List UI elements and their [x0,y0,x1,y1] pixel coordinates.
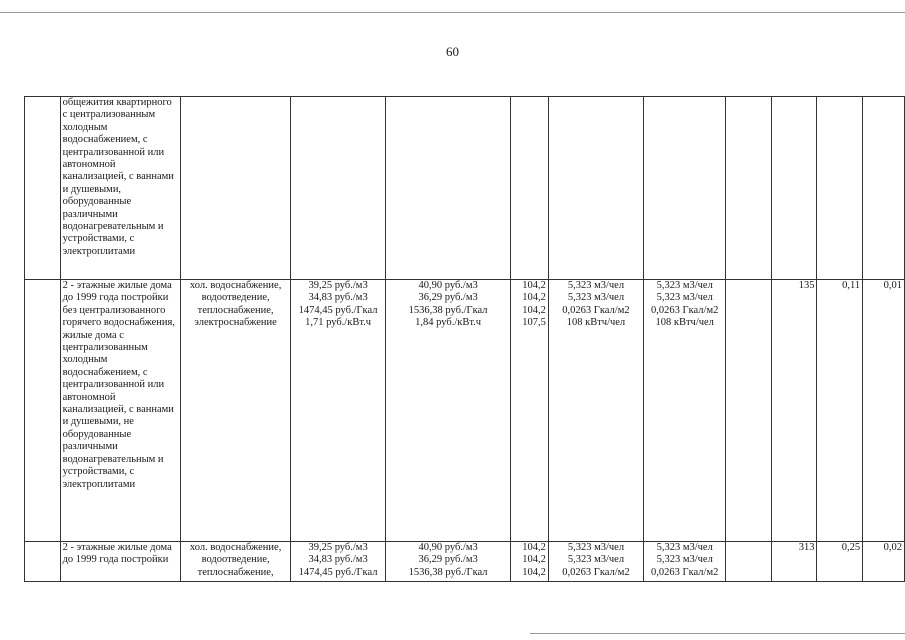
services-cell: хол. водоснабжение, водоотведение, теплоснабжение, электроснабжение [181,280,291,542]
row-number-cell [25,542,61,582]
table-row [25,97,905,280]
col11-cell: 0,11 [817,280,863,542]
category-cell: общежития квартирного с централизованным холодным водоснабжением, с централизованной или автономной канализацией, с ваннами и душевыми, оборудованные различными водонагревательным и устройствами, с электроплитами [60,97,181,280]
col10-cell: 313 [771,542,817,582]
norm-b-cell: 5,323 м3/чел 5,323 м3/чел 0,0263 Гкал/м2 108 кВтч/чел [644,280,726,542]
services-cell: хол. водоснабжение, водоотведение, теплоснабжение, [181,542,291,582]
norm-b-cell [644,97,726,280]
col9-cell [726,542,771,582]
scan-bottom-edge [530,633,905,634]
col10-cell: 135 [771,280,817,542]
norm-a-cell [548,97,643,280]
col11-cell: 0,25 [817,542,863,582]
tariff-old-cell: 39,25 руб./м3 34,83 руб./м3 1474,45 руб./Гкал [290,542,385,582]
norm-b-cell: 5,323 м3/чел 5,323 м3/чел 0,0263 Гкал/м2 [644,542,726,582]
row-number-cell [25,97,61,280]
tariff-old-cell [290,97,385,280]
col12-cell [863,97,905,280]
col9-cell [726,280,771,542]
col12-cell: 0,02 [863,542,905,582]
index-cell [511,97,549,280]
col10-cell [771,97,817,280]
category-cell: 2 - этажные жилые дома до 1999 года постройки [60,542,181,582]
norm-a-cell: 5,323 м3/чел 5,323 м3/чел 0,0263 Гкал/м2 [548,542,643,582]
table-row [25,542,905,582]
col11-cell [817,97,863,280]
tariff-table [24,96,905,582]
scan-top-edge [0,12,905,13]
category-cell: 2 - этажные жилые дома до 1999 года постройки без централизованного горячего водоснабжения, жилые дома с централизованным холодным водоснабжением, с централизованной или автономной канализацией, с ваннами и душевыми, не оборудованные различными водонагревательным и устройствами, с электроплитами [60,280,181,542]
row-number-cell [25,280,61,542]
tariff-new-cell: 40,90 руб./м3 36,29 руб./м3 1536,38 руб./Гкал [386,542,511,582]
services-cell [181,97,291,280]
col12-cell: 0,01 [863,280,905,542]
tariff-new-cell: 40,90 руб./м3 36,29 руб./м3 1536,38 руб./Гкал 1,84 руб./кВт.ч [386,280,511,542]
table-row [25,280,905,542]
index-cell: 104,2 104,2 104,2 [511,542,549,582]
tariff-new-cell [386,97,511,280]
page-number: 60 [446,44,459,59]
col9-cell [726,97,771,280]
norm-a-cell: 5,323 м3/чел 5,323 м3/чел 0,0263 Гкал/м2 108 кВтч/чел [548,280,643,542]
index-cell: 104,2 104,2 104,2 107,5 [511,280,549,542]
tariff-old-cell: 39,25 руб./м3 34,83 руб./м3 1474,45 руб./Гкал 1,71 руб./кВт.ч [290,280,385,542]
